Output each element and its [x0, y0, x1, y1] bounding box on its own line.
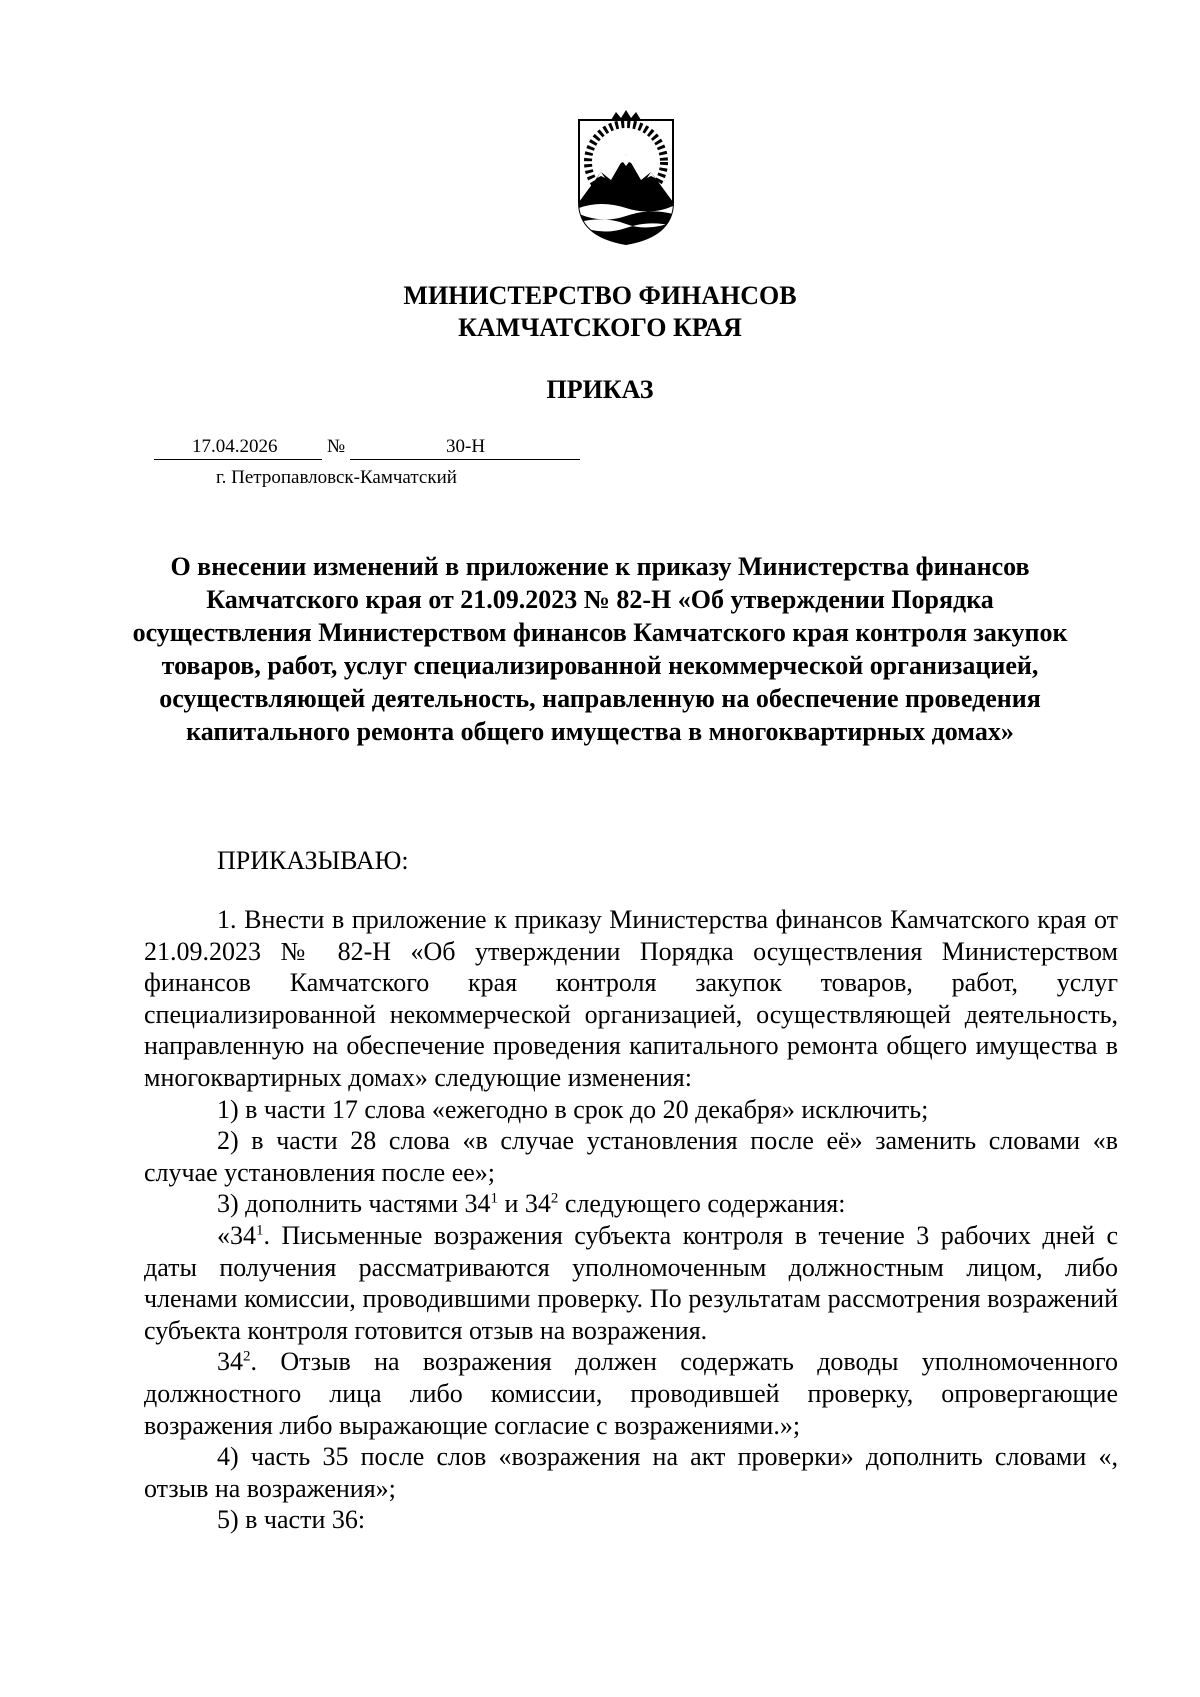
superscript: 2 [243, 1348, 251, 1365]
ministry-line-1: МИНИСТЕРСТВО ФИНАНСОВ [403, 281, 797, 310]
document-body [144, 904, 1118, 1536]
number-underline [350, 459, 580, 460]
superscript: 1 [256, 1222, 264, 1239]
city: г. Петропавловск-Камчатский [216, 467, 457, 488]
paragraph-5 [144, 1220, 1118, 1346]
number-sign: № [327, 436, 346, 457]
kamchatka-coat-of-arms-icon [571, 110, 681, 246]
paragraph-2: 1) в части 17 слова «ежегодно в срок до 20 декабря» исключить; [217, 1094, 929, 1124]
ministry-name [0, 280, 1200, 344]
paragraph-1: 1. Внести в приложение к приказу Министерства финансов Камчатского края от 21.09.2023 № 82-Н «Об утверждении Порядка осуществления Министерством финансов Камчатского края контроля закупок товаров, работ, услуг специализированной некоммерческой организацией, осуществляющей деятельность, направленную на обеспечение проведения капитального ремонта общего имущества в многоквартирных домах» следующие изменения: [144, 905, 1118, 1092]
order-date: 17.04.2026 [192, 436, 278, 457]
paragraph-8: 5) в части 36: [217, 1505, 366, 1535]
superscript: 2 [550, 1190, 559, 1207]
paragraph-5-text-b: . Письменные возражения субъекта контроля в течение 3 рабочих дней с даты получения рассматриваются уполномоченным должностным лицом, либо членами комиссии, проводившими проверку. По результатам рассмотрения возражений субъекта контроля готовится отзыв на возражения. [144, 1220, 1118, 1345]
document-type: ПРИКАЗ [546, 375, 654, 404]
order-number: 30-Н [446, 436, 486, 457]
paragraph-4 [144, 1188, 1118, 1220]
paragraph-6 [144, 1346, 1118, 1441]
order-word: ПРИКАЗЫВАЮ: [217, 846, 409, 875]
paragraph-3: 2) в части 28 слова «в случае установления после её» заменить словами «в случае установления после ее»; [144, 1126, 1118, 1187]
paragraph-4-text-b: и 34 [497, 1189, 551, 1219]
document-title: О внесении изменений в приложение к приказу Министерства финансов Камчатского края от 21.09.2023 № 82-Н «Об утверждении Порядка осуществления Министерством финансов Камчатского края контроля закупок товаров, работ, услуг специализированной некоммерческой организацией, осуществляющей деятельность, направленную на обеспечение проведения капитального ремонта общего имущества в многоквартирных домах» [132, 552, 1068, 746]
paragraph-4-text-c: следующего содержания: [558, 1189, 846, 1219]
paragraph-6-text-b: . Отзыв на возражения должен содержать доводы уполномоченного должностного лица либо комиссии, проводившей проверку, опровергающие возражения либо выражающие согласие с возражениями.»; [144, 1347, 1118, 1440]
paragraph-4-text-a: 3) дополнить частями 34 [217, 1189, 491, 1219]
paragraph-6-text-a: 34 [217, 1347, 243, 1377]
superscript: 1 [490, 1190, 498, 1207]
date-underline [154, 459, 322, 460]
ministry-line-2: КАМЧАТСКОГО КРАЯ [458, 313, 742, 342]
paragraph-7: 4) часть 35 после слов «возражения на акт проверки» дополнить словами «, отзыв на возражения»; [144, 1442, 1118, 1503]
paragraph-5-text-a: «34 [217, 1220, 256, 1250]
